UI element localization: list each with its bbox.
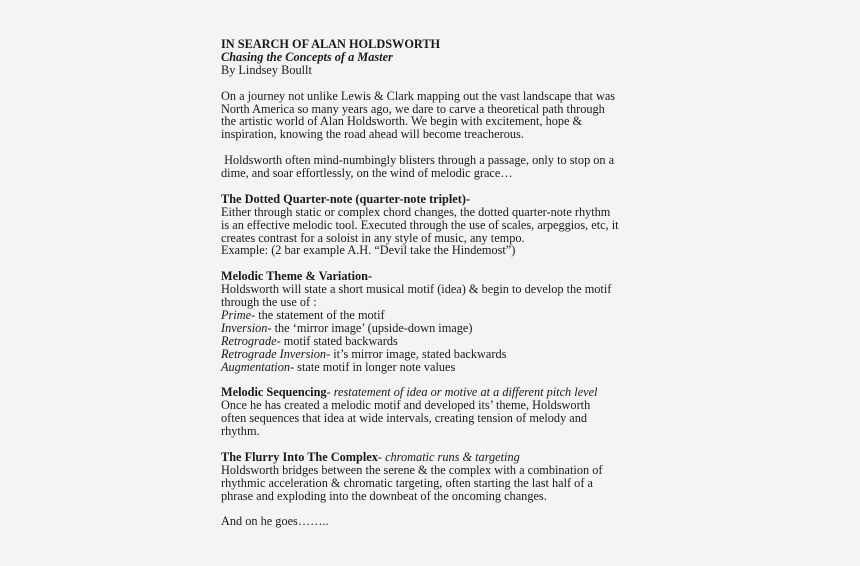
term-name: Augmentation: [221, 359, 290, 374]
term-description: - motif stated backwards: [276, 333, 398, 348]
paragraph-line: often sequences that idea at wide intervals, creating tension of melody and: [221, 411, 588, 426]
term-name: Inversion: [221, 320, 268, 335]
term-description: - the statement of the motif: [251, 307, 385, 322]
article: [221, 38, 651, 528]
paragraph-line: Holdsworth will state a short musical motif (idea) & begin to develop the motif: [221, 282, 612, 297]
paragraph-line: Either through static or complex chord changes, the dotted quarter-note rhythm: [221, 204, 611, 219]
paragraph-line: inspiration, knowing the road ahead will become treacherous.: [221, 127, 524, 142]
paragraph-line: the artistic world of Alan Holdsworth. We begin with excitement, hope &: [221, 114, 583, 129]
paragraph-line: phrase and exploding into the downbeat of the oncoming changes.: [221, 488, 547, 503]
paragraph-line: through the use of :: [221, 295, 317, 310]
intro-paragraph: [221, 90, 651, 142]
paragraph-line: On a journey not unlike Lewis & Clark mapping out the vast landscape that was: [221, 88, 616, 103]
paragraph-line: rhythmic acceleration & chromatic targeting, often starting the last half of a: [221, 475, 593, 490]
term-description: - state motif in longer note values: [290, 359, 456, 374]
paragraph-line: rhythm.: [221, 424, 260, 439]
section-heading: Melodic Sequencing: [221, 385, 327, 400]
section-heading: The Flurry Into The Complex: [221, 449, 378, 464]
section-subheading: - chromatic runs & targeting: [377, 449, 520, 464]
paragraph-line: dime, and soar effortlessly, on the wind of melodic grace…: [221, 166, 513, 181]
article-subtitle: Chasing the Concepts of a Master: [221, 49, 393, 64]
article-title: IN SEARCH OF ALAN HOLDSWORTH: [221, 37, 441, 51]
section-dotted-quarter-note: [221, 193, 651, 258]
paragraph-line: Example: (2 bar example A.H. “Devil take the Hindemost”): [221, 243, 516, 258]
paragraph-line: is an effective melodic tool. Executed through the use of scales, arpeggios, etc, it: [221, 217, 619, 232]
section-subheading: - restatement of idea or motive at a different pitch level: [326, 385, 598, 400]
term-description: - the ‘mirror image’ (upside-down image): [267, 320, 473, 335]
paragraph-line: North America so many years ago, we dare to carve a theoretical path through: [221, 101, 605, 116]
section-heading: The Dotted Quarter-note (quarter-note triplet)-: [221, 191, 471, 206]
term-name: Prime: [221, 307, 252, 322]
paragraph-line: Once he has created a melodic motif and developed its’ theme, Holdsworth: [221, 398, 591, 413]
section-melodic-sequencing: [221, 386, 651, 438]
term-description: - it’s mirror image, stated backwards: [326, 346, 507, 361]
paragraph-line: creates contrast for a soloist in any style of music, any tempo.: [221, 230, 525, 245]
term-item: [221, 361, 651, 374]
paragraph-line: Holdsworth often mind-numbingly blisters through a passage, only to stop on a: [221, 153, 615, 168]
closing-line: And on he goes……..: [221, 514, 329, 529]
section-heading: Melodic Theme & Variation-: [221, 269, 373, 284]
section-heading-line: [221, 451, 651, 464]
section-flurry-complex: [221, 451, 651, 503]
term-name: Retrograde: [221, 333, 277, 348]
article-byline: By Lindsey Boullt: [221, 62, 312, 77]
paragraph-line: Holdsworth bridges between the serene & the complex with a combination of: [221, 462, 603, 477]
term-name: Retrograde Inversion: [221, 346, 327, 361]
section-melodic-theme: [221, 270, 651, 373]
quote-paragraph: [221, 154, 651, 180]
